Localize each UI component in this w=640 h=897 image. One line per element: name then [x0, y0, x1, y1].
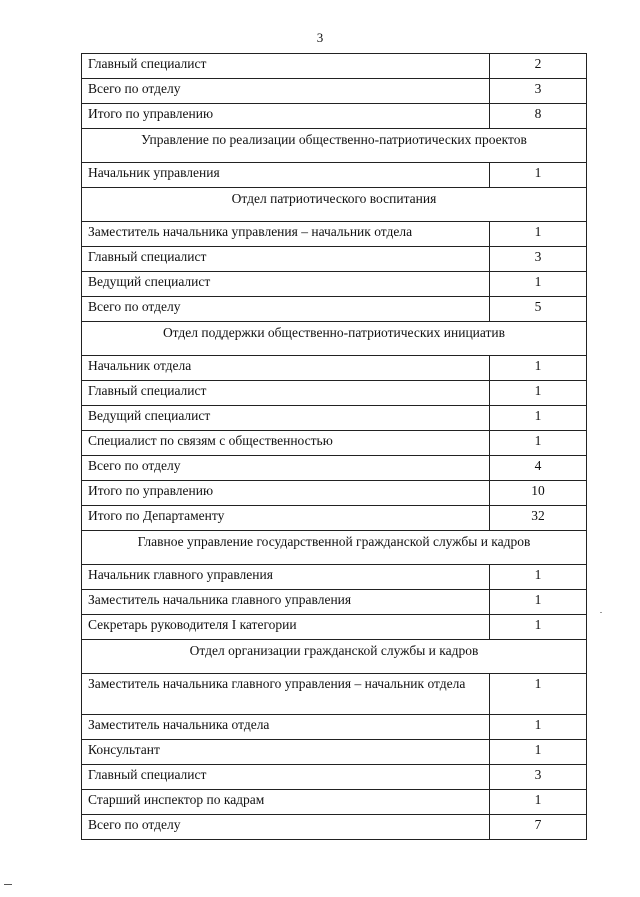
position-count: 32: [490, 506, 587, 531]
position-name: Заместитель начальника главного управления: [82, 590, 490, 615]
position-count: 3: [490, 765, 587, 790]
position-row: [82, 615, 587, 640]
position-count: 1: [490, 715, 587, 740]
position-name: Главный специалист: [82, 247, 490, 272]
position-name: Старший инспектор по кадрам: [82, 790, 490, 815]
position-row: [82, 247, 587, 272]
section-title: Отдел поддержки общественно-патриотических инициатив: [82, 322, 587, 356]
position-count: 1: [490, 790, 587, 815]
position-name: Итого по управлению: [82, 481, 490, 506]
scan-dot: [600, 612, 602, 613]
position-count: 7: [490, 815, 587, 840]
position-row: [82, 740, 587, 765]
position-name: Итого по управлению: [82, 104, 490, 129]
section-title: Главное управление государственной гражданской службы и кадров: [82, 531, 587, 565]
position-name: Секретарь руководителя I категории: [82, 615, 490, 640]
position-name: Специалист по связям с общественностью: [82, 431, 490, 456]
position-row: [82, 79, 587, 104]
position-count: 1: [490, 222, 587, 247]
position-name: Заместитель начальника главного управления – начальник отдела: [82, 674, 490, 715]
section-title: Управление по реализации общественно-патриотических проектов: [82, 129, 587, 163]
position-name: Консультант: [82, 740, 490, 765]
section-title: Отдел патриотического воспитания: [82, 188, 587, 222]
position-row: [82, 456, 587, 481]
position-count: 1: [490, 272, 587, 297]
position-name: Всего по отделу: [82, 815, 490, 840]
position-row: [82, 790, 587, 815]
section-header-row: [82, 531, 587, 565]
position-count: 2: [490, 54, 587, 79]
position-name: Заместитель начальника управления – начальник отдела: [82, 222, 490, 247]
position-count: 3: [490, 79, 587, 104]
position-count: 5: [490, 297, 587, 322]
position-row: [82, 272, 587, 297]
section-header-row: [82, 640, 587, 674]
position-row: [82, 431, 587, 456]
position-row: [82, 222, 587, 247]
position-count: 1: [490, 163, 587, 188]
position-row: [82, 590, 587, 615]
position-name: Главный специалист: [82, 765, 490, 790]
staffing-table-body: [82, 54, 587, 840]
position-row: [82, 163, 587, 188]
position-count: 1: [490, 590, 587, 615]
section-header-row: [82, 322, 587, 356]
position-count: 1: [490, 406, 587, 431]
position-name: Всего по отделу: [82, 297, 490, 322]
position-count: 4: [490, 456, 587, 481]
section-title: Отдел организации гражданской службы и кадров: [82, 640, 587, 674]
position-name: Всего по отделу: [82, 79, 490, 104]
position-row: [82, 674, 587, 715]
position-count: 1: [490, 565, 587, 590]
position-row: [82, 356, 587, 381]
position-row: [82, 565, 587, 590]
position-row: [82, 815, 587, 840]
position-row: [82, 297, 587, 322]
page-number: 3: [316, 30, 324, 45]
position-name: Итого по Департаменту: [82, 506, 490, 531]
position-count: 8: [490, 104, 587, 129]
position-row: [82, 765, 587, 790]
position-count: 10: [490, 481, 587, 506]
position-count: 1: [490, 674, 587, 715]
position-count: 1: [490, 615, 587, 640]
position-row: [82, 481, 587, 506]
position-row: [82, 406, 587, 431]
scan-mark: [4, 884, 12, 885]
position-name: Главный специалист: [82, 381, 490, 406]
section-header-row: [82, 129, 587, 163]
position-name: Заместитель начальника отдела: [82, 715, 490, 740]
position-row: [82, 381, 587, 406]
position-name: Начальник отдела: [82, 356, 490, 381]
section-header-row: [82, 188, 587, 222]
position-name: Ведущий специалист: [82, 406, 490, 431]
position-name: Всего по отделу: [82, 456, 490, 481]
position-row: [82, 54, 587, 79]
position-count: 1: [490, 381, 587, 406]
position-count: 1: [490, 356, 587, 381]
staffing-table: [81, 53, 587, 840]
position-row: [82, 715, 587, 740]
position-name: Начальник управления: [82, 163, 490, 188]
position-name: Начальник главного управления: [82, 565, 490, 590]
position-count: 1: [490, 431, 587, 456]
position-name: Ведущий специалист: [82, 272, 490, 297]
position-row: [82, 104, 587, 129]
position-count: 1: [490, 740, 587, 765]
position-row: [82, 506, 587, 531]
position-name: Главный специалист: [82, 54, 490, 79]
position-count: 3: [490, 247, 587, 272]
